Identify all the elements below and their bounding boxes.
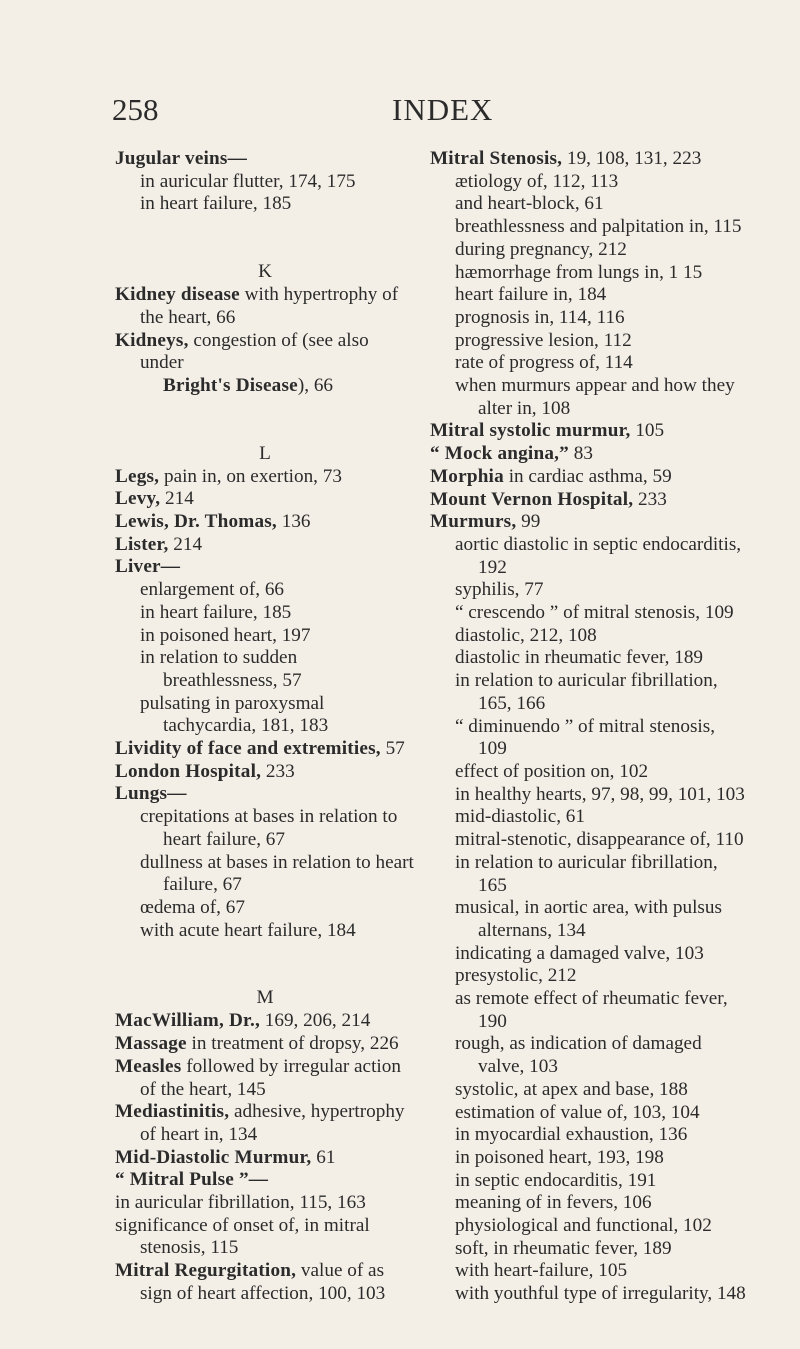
- entry-text: crepitations at bases in relation to heart failure, 67: [139, 806, 398, 850]
- entry-text: aortic diastolic in septic endocarditis, 192: [454, 533, 742, 578]
- entry-heading: Jugular veins—: [115, 148, 247, 169]
- index-subentry: [430, 352, 748, 375]
- entry-text: in relation to sudden breathlessness, 57: [139, 647, 302, 691]
- page-number: 258: [112, 92, 159, 127]
- entry-heading: MacWilliam, Dr.,: [115, 1010, 260, 1032]
- index-entry: [115, 1033, 415, 1056]
- entry-text: physiological and functional, 102: [454, 1215, 712, 1237]
- index-entry: [115, 556, 415, 579]
- entry-heading: Mount Vernon Hospital,: [430, 488, 634, 510]
- index-entry: [430, 443, 748, 466]
- index-subentry: [430, 579, 748, 602]
- entry-text: 57: [380, 738, 405, 760]
- entry-text: diastolic, 212, 108: [454, 624, 597, 646]
- index-subentry: [430, 171, 748, 194]
- index-subentry: [115, 375, 415, 398]
- entry-text: rate of progress of, 114: [454, 352, 633, 374]
- entry-text: with youthful type of irregularity, 148: [454, 1283, 746, 1305]
- index-entry: [430, 489, 748, 512]
- entry-heading: Levy,: [115, 488, 161, 510]
- entry-text: and heart-block, 61: [454, 193, 604, 215]
- entry-text: soft, in rheumatic fever, 189: [454, 1237, 672, 1259]
- index-subentry: [430, 943, 748, 966]
- index-entry: [430, 511, 748, 534]
- index-subentry: [115, 579, 415, 602]
- index-entry: [115, 738, 415, 761]
- index-subentry: [115, 625, 415, 648]
- index-entry: [115, 1215, 415, 1260]
- entry-heading: Mitral Stenosis,: [430, 148, 563, 169]
- entry-text: in poisoned heart, 193, 198: [454, 1146, 664, 1168]
- entry-text: dullness at bases in relation to heart failure, 67: [139, 851, 414, 896]
- index-entry: [115, 761, 415, 784]
- index-entry: [115, 534, 415, 557]
- entry-text: in relation to auricular fibrillation, 165: [454, 851, 718, 896]
- entry-text: musical, in aortic area, with pulsus alternans, 134: [454, 897, 722, 941]
- index-subentry: [430, 1147, 748, 1170]
- index-subentry: [115, 897, 415, 920]
- entry-text: adhesive, hypertrophy of heart in, 134: [139, 1101, 405, 1145]
- entry-text: followed by irregular action of the heart, 145: [139, 1055, 401, 1100]
- entry-text: in relation to auricular fibrillation, 165, 166: [454, 670, 718, 714]
- entry-text: in auricular fibrillation, 115, 163: [115, 1192, 366, 1214]
- entry-text: enlargement of, 66: [139, 579, 285, 601]
- page-header: [112, 92, 712, 132]
- index-entry: [115, 1056, 415, 1101]
- entry-text: prognosis in, 114, 116: [454, 306, 625, 328]
- index-entry: [115, 488, 415, 511]
- index-subentry: [115, 193, 415, 216]
- entry-text: meaning of in fevers, 106: [454, 1192, 652, 1214]
- index-subentry: [430, 1102, 748, 1125]
- index-letter-heading: K: [258, 261, 272, 283]
- entry-heading: Kidneys,: [115, 329, 189, 351]
- entry-text: in heart failure, 185: [139, 601, 292, 623]
- entry-text: in heart failure, 185: [139, 193, 292, 215]
- index-subentry: [430, 670, 748, 715]
- index-subentry: [115, 171, 415, 194]
- entry-text: ), 66: [297, 374, 334, 396]
- entry-text: in treatment of dropsy, 226: [186, 1033, 399, 1055]
- entry-text: 233: [261, 760, 295, 782]
- entry-text: in cardiac asthma, 59: [503, 465, 672, 487]
- index-subentry: [115, 693, 415, 738]
- index-subentry: [430, 193, 748, 216]
- index-entry: [430, 466, 748, 489]
- index-subentry: [430, 1124, 748, 1147]
- index-subentry: [430, 284, 748, 307]
- entry-heading: “ Mitral Pulse ”—: [115, 1169, 269, 1191]
- entry-heading: Lister,: [115, 533, 169, 555]
- index-subentry: [430, 988, 748, 1033]
- index-entry: [115, 511, 415, 534]
- index-subentry: [115, 806, 415, 851]
- index-subentry: [430, 375, 748, 420]
- entry-text: with acute heart failure, 184: [139, 919, 356, 941]
- entry-text: estimation of value of, 103, 104: [454, 1101, 700, 1123]
- index-subentry: [430, 829, 748, 852]
- entry-heading: Liver—: [115, 556, 181, 578]
- index-subentry: [430, 1283, 748, 1306]
- entry-text: 61: [311, 1146, 336, 1168]
- entry-text: pain in, on exertion, 73: [159, 465, 342, 487]
- index-entry: [115, 466, 415, 489]
- index-subentry: [430, 1079, 748, 1102]
- index-subentry: [430, 262, 748, 285]
- entry-text: 169, 206, 214: [259, 1010, 371, 1032]
- index-entry: [115, 1101, 415, 1146]
- entry-heading: Mediastinitis,: [115, 1101, 230, 1123]
- entry-text: with heart-failure, 105: [454, 1260, 628, 1282]
- entry-heading: Lividity of face and extremities,: [115, 738, 381, 760]
- entry-heading: Kidney disease: [115, 284, 240, 306]
- index-subentry: [430, 216, 748, 239]
- entry-text: with hypertrophy of the heart, 66: [139, 284, 399, 328]
- entry-text: systolic, at apex and base, 188: [454, 1078, 688, 1100]
- entry-text: 19, 108, 131, 223: [562, 148, 702, 169]
- index-subentry: [430, 1215, 748, 1238]
- index-subentry: [430, 1192, 748, 1215]
- index-subentry: [115, 920, 415, 943]
- entry-heading: London Hospital,: [115, 760, 262, 782]
- entry-text: heart failure in, 184: [454, 284, 607, 306]
- index-subentry: [430, 239, 748, 262]
- entry-text: 214: [168, 533, 203, 555]
- entry-text: 105: [630, 420, 665, 442]
- entry-text: during pregnancy, 212: [454, 238, 627, 260]
- index-subentry: [115, 852, 415, 897]
- entry-heading: Murmurs,: [430, 511, 517, 533]
- entry-heading: Legs,: [115, 465, 160, 487]
- entry-heading: Bright's Disease: [163, 374, 298, 396]
- entry-text: effect of position on, 102: [454, 760, 649, 782]
- index-entry: [115, 1169, 415, 1192]
- index-subentry: [430, 330, 748, 353]
- entry-text: when murmurs appear and how they alter in, 108: [454, 375, 735, 419]
- entry-text: rough, as indication of damaged valve, 103: [454, 1033, 702, 1078]
- entry-text: presystolic, 212: [454, 965, 577, 987]
- index-entry: [430, 420, 748, 443]
- entry-heading: Measles: [115, 1055, 182, 1077]
- index-entry: [430, 148, 748, 171]
- index-entry: [115, 148, 415, 171]
- entry-text: hæmorrhage from lungs in, 1 15: [454, 261, 703, 283]
- entry-heading: “ Mock angina,”: [430, 443, 569, 465]
- index-column-left: [115, 148, 415, 1306]
- entry-heading: Mitral systolic murmur,: [430, 420, 631, 442]
- index-entry: [115, 284, 415, 329]
- index-subentry: [115, 647, 415, 692]
- index-subentry: [430, 852, 748, 897]
- index-subentry: [430, 602, 748, 625]
- index-subentry: [430, 1033, 748, 1078]
- index-subentry: [430, 806, 748, 829]
- entry-text: significance of onset of, in mitral stenosis, 115: [115, 1214, 370, 1259]
- entry-text: in poisoned heart, 197: [139, 624, 311, 646]
- entry-text: congestion of (see also under: [139, 329, 369, 374]
- entry-text: 99: [516, 511, 541, 533]
- entry-text: breathlessness and palpitation in, 115: [454, 216, 742, 238]
- entry-heading: Lungs—: [115, 783, 187, 805]
- index-subentry: [430, 1170, 748, 1193]
- entry-text: in septic endocarditis, 191: [454, 1169, 657, 1191]
- entry-text: mid-diastolic, 61: [454, 806, 585, 828]
- index-subentry: [430, 1238, 748, 1261]
- running-head: INDEX: [392, 92, 494, 127]
- entry-text: œdema of, 67: [139, 896, 245, 918]
- index-subentry: [430, 534, 748, 579]
- entry-heading: Mitral Regurgitation,: [115, 1260, 297, 1282]
- entry-text: in healthy hearts, 97, 98, 99, 101, 103: [454, 783, 745, 805]
- index-subentry: [430, 965, 748, 988]
- entry-text: in myocardial exhaustion, 136: [454, 1124, 688, 1146]
- index-subentry: [430, 307, 748, 330]
- entry-text: 214: [160, 488, 194, 510]
- entry-text: indicating a damaged valve, 103: [454, 942, 704, 964]
- index-entry: [115, 1260, 415, 1305]
- index-subentry: [115, 602, 415, 625]
- entry-heading: Mid-Diastolic Murmur,: [115, 1146, 312, 1168]
- index-column-right: [430, 148, 748, 1306]
- index-subentry: [430, 1260, 748, 1283]
- entry-text: “ diminuendo ” of mitral stenosis, 109: [454, 715, 716, 760]
- index-subentry: [430, 897, 748, 942]
- entry-heading: Massage: [115, 1033, 187, 1055]
- entry-text: syphilis, 77: [454, 579, 544, 601]
- index-subentry: [430, 784, 748, 807]
- index-subentry: [430, 647, 748, 670]
- entry-text: as remote effect of rheumatic fever, 190: [454, 988, 728, 1032]
- index-subentry: [430, 761, 748, 784]
- entry-text: “ crescendo ” of mitral stenosis, 109: [454, 602, 734, 624]
- entry-text: value of as sign of heart affection, 100, 103: [139, 1260, 386, 1304]
- entry-heading: Lewis, Dr. Thomas,: [115, 511, 277, 533]
- entry-heading: Morphia: [430, 465, 504, 487]
- index-letter-heading: M: [256, 987, 274, 1009]
- entry-text: mitral-stenotic, disappearance of, 110: [454, 829, 744, 851]
- entry-text: pulsating in paroxysmal tachycardia, 181, 183: [139, 692, 329, 737]
- index-entry: [115, 330, 415, 375]
- entry-text: 83: [568, 443, 593, 465]
- index-subentry: [430, 716, 748, 761]
- entry-text: ætiology of, 112, 113: [454, 170, 619, 192]
- index-entry: [115, 1147, 415, 1170]
- index-entry: [115, 1192, 415, 1215]
- index-entry: [115, 783, 415, 806]
- index-entry: [115, 1010, 415, 1033]
- entry-text: progressive lesion, 112: [454, 329, 632, 351]
- index-letter-heading: L: [259, 442, 271, 464]
- entry-text: 233: [633, 488, 667, 510]
- entry-text: in auricular flutter, 174, 175: [139, 170, 356, 192]
- entry-text: diastolic in rheumatic fever, 189: [454, 647, 704, 669]
- index-subentry: [430, 625, 748, 648]
- entry-text: 136: [276, 511, 311, 533]
